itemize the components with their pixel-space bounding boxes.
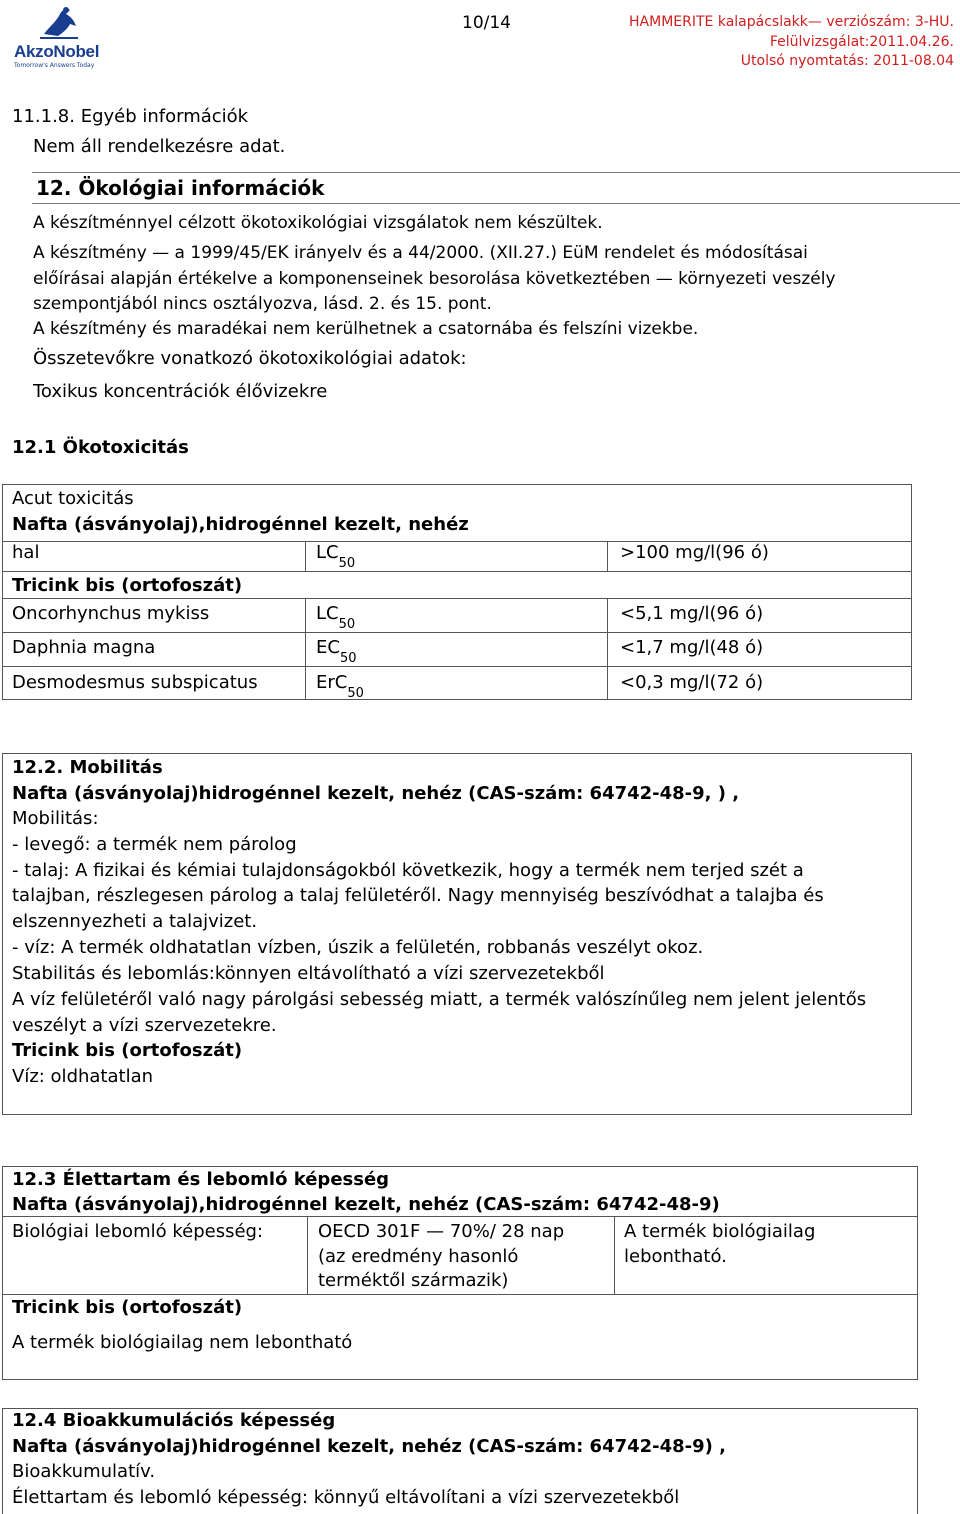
lifetime-text: Élettartam és lebomló képesség: könnyű eltávolítani a vízi szervezetekből [12, 1487, 680, 1508]
oecd-test-line1: OECD 301F — 70%/ 28 nap [318, 1221, 565, 1242]
row-param: ErC$_{50}$ [316, 672, 364, 701]
biodegradability-label: Biológiai lebomló képesség: [12, 1221, 264, 1242]
mobility-evaporation-2: veszélyt a vízi szervezetekre. [12, 1015, 277, 1036]
row-param: $EC_{50}$ [316, 637, 357, 666]
s12-line5: A készítmény és maradékai nem kerülhetnek a csatornába és felszíni vizekbe. [33, 319, 699, 339]
mobility-air: - levegő: a termék nem párolog [12, 834, 297, 855]
mobility-water: - víz: A termék oldhatatlan vízben, úszik a felületén, robbanás veszélyt okoz. [12, 937, 704, 958]
section-12-4-title: 12.4 Bioakkumulációs képesség [12, 1410, 336, 1431]
degradability-naphtha-heading: Nafta (ásványolaj),hidrogénnel kezelt, nehéz (CAS-szám: 64742-48-9) [12, 1194, 720, 1215]
logo-tagline: Tomorrow's Answers Today [14, 62, 95, 69]
logo-name: AkzoNobel [14, 42, 100, 61]
zinc-phosphate-heading: Tricink bis (ortofoszát) [12, 575, 243, 596]
row-organism: Desmodesmus subspicatus [12, 672, 258, 693]
page-number: 10/14 [462, 13, 511, 33]
mobility-zinc-heading: Tricink bis (ortofoszát) [12, 1040, 243, 1061]
non-degradable-text: A termék biológiailag nem lebontható [12, 1332, 353, 1353]
s12-line6: Összetevőkre vonatkozó ökotoxikológiai adatok: [33, 348, 467, 369]
row-value: <0,3 mg/l(72 ó) [620, 672, 764, 693]
mobility-solubility: Víz: oldhatatlan [12, 1066, 154, 1087]
oecd-test-line3: terméktől származik) [318, 1270, 509, 1291]
mobility-soil-3: elszennyezheti a talajvizet. [12, 911, 258, 932]
row-param: $LC_{50}$ [316, 542, 356, 571]
mobility-soil-1: - talaj: A fizikai és kémiai tulajdonságokból következik, hogy a termék nem terjed szét a [12, 860, 804, 881]
mobility-soil-2: talajban, részlegesen párolog a talaj felületéről. Nagy mennyiség beszívódhat a talajba és [12, 885, 824, 906]
akzonobel-logo [14, 4, 114, 68]
bioaccumulation-naphtha-heading: Nafta (ásványolaj)hidrogénnel kezelt, nehéz (CAS-szám: 64742-48-9) , [12, 1436, 727, 1457]
mobility-label: Mobilitás: [12, 808, 99, 829]
header-product-line: HAMMERITE kalapácslakk— verziószám: 3-HU. [629, 14, 954, 30]
s12-line2: A készítmény — a 1999/45/EK irányelv és a 44/2000. (XII.27.) EüM rendelet és módosításai [33, 243, 808, 263]
acute-toxicity-label: Acut toxicitás [12, 488, 134, 509]
row-value: >100 mg/l(96 ó) [620, 542, 769, 563]
section-12-2-title: 12.2. Mobilitás [12, 757, 163, 778]
biodegradable-result-line1: A termék biológiailag [624, 1221, 816, 1242]
s12-line3: előírásai alapján értékelve a komponenseinek besorolása következtében — környezeti veszély [33, 269, 836, 289]
oecd-test-line2: (az eredmény hasonló [318, 1246, 519, 1267]
section-12-1-title: 12.1 Ökotoxicitás [12, 437, 189, 458]
header-last-print: Utolsó nyomtatás: 2011-08.04 [740, 53, 954, 69]
section-11-1-8-title: 11.1.8. Egyéb információk [12, 106, 249, 127]
bioaccumulative-text: Bioakkumulatív. [12, 1461, 156, 1482]
mobility-stability: Stabilitás és lebomlás:könnyen eltávolítható a vízi szervezetekből [12, 963, 605, 984]
row-organism: hal [12, 542, 40, 563]
biodegradable-result-line2: lebontható. [624, 1246, 727, 1267]
section-11-1-8-body: Nem áll rendelkezésre adat. [33, 136, 286, 157]
s12-line7: Toxikus koncentrációk élővizekre [33, 381, 328, 402]
mobility-evaporation-1: A víz felületéről való nagy párolgási sebesség miatt, a termék valószínűleg nem jelent jelentős [12, 989, 867, 1010]
section-12-3-title: 12.3 Élettartam és lebomló képesség [12, 1169, 390, 1190]
naphtha-heading: Nafta (ásványolaj),hidrogénnel kezelt, nehéz [12, 514, 469, 535]
degradability-zinc-heading: Tricink bis (ortofoszát) [12, 1297, 243, 1318]
row-organism: Daphnia magna [12, 637, 156, 658]
mobility-naphtha-heading: Nafta (ásványolaj)hidrogénnel kezelt, nehéz (CAS-szám: 64742-48-9, ) , [12, 783, 740, 804]
row-value: <5,1 mg/l(96 ó) [620, 603, 764, 624]
s12-line1: A készítménnyel célzott ökotoxikológiai vizsgálatok nem készültek. [33, 213, 603, 233]
row-value: <1,7 mg/l(48 ó) [620, 637, 764, 658]
row-organism: Oncorhynchus mykiss [12, 603, 210, 624]
row-param: $LC_{50}$ [316, 603, 356, 632]
section-12-title: 12. Ökológiai információk [36, 176, 325, 200]
akzonobel-emblem-icon [36, 4, 82, 42]
header-revision: Felülvizsgálat:2011.04.26. [769, 34, 954, 50]
s12-line4: szempontjából nincs osztályozva, lásd. 2. és 15. pont. [33, 294, 492, 314]
